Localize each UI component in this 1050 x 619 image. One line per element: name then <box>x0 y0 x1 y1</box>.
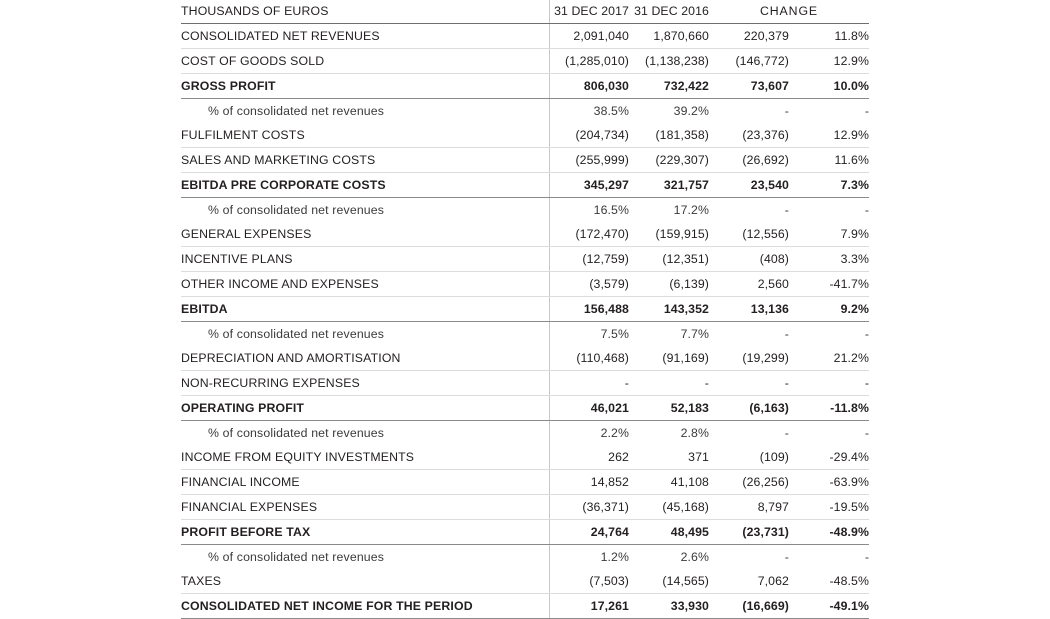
row-value-period-1: (204,734) <box>549 123 629 148</box>
row-change-percent: - <box>789 371 869 396</box>
row-label: CONSOLIDATED NET REVENUES <box>181 24 549 49</box>
row-change-percent: -49.1% <box>789 594 869 619</box>
row-change-absolute: - <box>784 550 789 564</box>
row-value-period-1: 46,021 <box>549 396 629 421</box>
row-value-period-2: (12,351) <box>629 247 709 272</box>
row-change-absolute: (23,731) <box>709 520 789 545</box>
row-value-period-2: 52,183 <box>629 396 709 421</box>
row-change-percent: 7.9% <box>789 222 869 247</box>
row-value-period-1: (1,285,010) <box>549 49 629 74</box>
row-change-percent: -11.8% <box>789 396 869 421</box>
column-header-period-2: 31 DEC 2016 <box>629 0 709 24</box>
row-value-period-1: 262 <box>549 445 629 470</box>
row-value-period-1: 17,261 <box>549 594 629 619</box>
row-change-percent: - <box>864 104 870 118</box>
row-value-period-1: 806,030 <box>549 74 629 99</box>
row-label: % of consolidated net revenues <box>181 322 549 347</box>
row-change-percent: -41.7% <box>789 272 869 297</box>
table-row <box>181 297 869 322</box>
row-change-absolute: (12,556) <box>709 222 789 247</box>
row-value-period-2: 17.2% <box>673 203 709 217</box>
row-change-percent: - <box>864 426 870 440</box>
row-change-absolute: (19,299) <box>709 346 789 371</box>
row-change-absolute: - <box>784 426 789 440</box>
row-change-percent: 7.3% <box>789 173 869 198</box>
row-change-absolute: (146,772) <box>709 49 789 74</box>
row-value-period-2: 7.7% <box>680 327 709 341</box>
row-change-percent: - <box>864 550 870 564</box>
row-value-period-2: (6,139) <box>629 272 709 297</box>
table-row <box>181 49 869 74</box>
row-value-period-1: 345,297 <box>549 173 629 198</box>
table-row <box>181 520 869 545</box>
table-row <box>181 445 869 470</box>
row-value-period-1: (3,579) <box>549 272 629 297</box>
row-change-absolute: 7,062 <box>709 569 789 594</box>
row-label: % of consolidated net revenues <box>181 99 549 124</box>
row-change-percent: -48.5% <box>789 569 869 594</box>
row-value-period-2: 143,352 <box>629 297 709 322</box>
row-change-percent: 21.2% <box>789 346 869 371</box>
table-row <box>181 545 869 570</box>
row-value-period-2: 1,870,660 <box>629 24 709 49</box>
table-row <box>181 173 869 198</box>
row-value-period-1: 7.5% <box>600 327 629 341</box>
row-value-period-2: (45,168) <box>629 495 709 520</box>
table-row <box>181 74 869 99</box>
table-row <box>181 421 869 446</box>
row-value-period-1: (110,468) <box>549 346 629 371</box>
row-label: INCENTIVE PLANS <box>181 247 549 272</box>
row-value-period-2: (91,169) <box>629 346 709 371</box>
row-value-period-1: - <box>549 371 629 396</box>
row-change-percent: -63.9% <box>789 470 869 495</box>
row-value-period-2: 41,108 <box>629 470 709 495</box>
table-header-row <box>181 0 869 24</box>
table-row <box>181 99 869 124</box>
row-label: GENERAL EXPENSES <box>181 222 549 247</box>
table-row <box>181 247 869 272</box>
row-value-period-2: 732,422 <box>629 74 709 99</box>
row-value-period-1: (12,759) <box>549 247 629 272</box>
table-row <box>181 346 869 371</box>
row-change-absolute: (26,692) <box>709 148 789 173</box>
row-change-percent: 10.0% <box>789 74 869 99</box>
table-row <box>181 371 869 396</box>
row-label: % of consolidated net revenues <box>181 421 549 446</box>
row-change-absolute: 2,560 <box>709 272 789 297</box>
row-value-period-1: 14,852 <box>549 470 629 495</box>
row-value-period-2: (1,138,238) <box>629 49 709 74</box>
row-value-period-2: (14,565) <box>629 569 709 594</box>
row-label: NON-RECURRING EXPENSES <box>181 371 549 396</box>
row-change-percent: 11.8% <box>789 24 869 49</box>
table-row <box>181 569 869 594</box>
row-value-period-1: (255,999) <box>549 148 629 173</box>
row-change-percent: 12.9% <box>789 123 869 148</box>
row-value-period-2: 48,495 <box>629 520 709 545</box>
row-change-absolute: (408) <box>709 247 789 272</box>
table-row <box>181 495 869 520</box>
row-change-percent: 11.6% <box>789 148 869 173</box>
table-row <box>181 24 869 49</box>
row-change-absolute: (16,669) <box>709 594 789 619</box>
row-value-period-2: 33,930 <box>629 594 709 619</box>
row-change-percent: - <box>864 203 870 217</box>
row-value-period-1: 156,488 <box>549 297 629 322</box>
row-label: FINANCIAL EXPENSES <box>181 495 549 520</box>
row-change-absolute: (23,376) <box>709 123 789 148</box>
row-change-absolute: - <box>784 203 789 217</box>
row-label: PROFIT BEFORE TAX <box>181 520 549 545</box>
row-change-absolute: 13,136 <box>709 297 789 322</box>
row-change-percent: -29.4% <box>789 445 869 470</box>
row-change-absolute: (6,163) <box>709 396 789 421</box>
row-label: CONSOLIDATED NET INCOME FOR THE PERIOD <box>181 594 549 619</box>
table-row <box>181 594 869 619</box>
row-value-period-2: (181,358) <box>629 123 709 148</box>
row-value-period-2: (159,915) <box>629 222 709 247</box>
row-value-period-1: (172,470) <box>549 222 629 247</box>
row-change-percent: 12.9% <box>789 49 869 74</box>
row-value-period-1: 16.5% <box>593 203 629 217</box>
row-label: % of consolidated net revenues <box>181 198 549 223</box>
row-change-absolute: 220,379 <box>709 24 789 49</box>
row-value-period-2: 39.2% <box>673 104 709 118</box>
row-change-absolute: 73,607 <box>709 74 789 99</box>
row-label: COST OF GOODS SOLD <box>181 49 549 74</box>
table-head <box>181 0 869 24</box>
row-change-absolute: - <box>709 371 789 396</box>
row-value-period-1: 38.5% <box>593 104 629 118</box>
row-change-absolute: (109) <box>709 445 789 470</box>
table-row <box>181 322 869 347</box>
table-row <box>181 222 869 247</box>
row-value-period-2: 2.6% <box>680 550 709 564</box>
table-row <box>181 198 869 223</box>
row-value-period-1: 24,764 <box>549 520 629 545</box>
row-value-period-2: 321,757 <box>629 173 709 198</box>
column-header-label: THOUSANDS OF EUROS <box>181 0 549 24</box>
row-label: OTHER INCOME AND EXPENSES <box>181 272 549 297</box>
row-change-percent: 9.2% <box>789 297 869 322</box>
table-body <box>181 24 869 619</box>
row-change-absolute: - <box>784 104 789 118</box>
row-change-absolute: - <box>784 327 789 341</box>
row-label: FINANCIAL INCOME <box>181 470 549 495</box>
row-label: DEPRECIATION AND AMORTISATION <box>181 346 549 371</box>
row-change-percent: 3.3% <box>789 247 869 272</box>
row-value-period-1: 1.2% <box>600 550 629 564</box>
row-value-period-2: 2.8% <box>680 426 709 440</box>
row-value-period-1: 2,091,040 <box>549 24 629 49</box>
row-label: GROSS PROFIT <box>181 74 549 99</box>
row-value-period-1: 2.2% <box>600 426 629 440</box>
row-change-absolute: 23,540 <box>709 173 789 198</box>
row-change-percent: - <box>864 327 870 341</box>
row-value-period-1: (7,503) <box>549 569 629 594</box>
row-value-period-2: - <box>629 371 709 396</box>
table-row <box>181 470 869 495</box>
table-row <box>181 123 869 148</box>
row-change-absolute: 8,797 <box>709 495 789 520</box>
row-value-period-2: 371 <box>629 445 709 470</box>
row-change-percent: -48.9% <box>789 520 869 545</box>
row-label: FULFILMENT COSTS <box>181 123 549 148</box>
row-label: % of consolidated net revenues <box>181 545 549 570</box>
row-value-period-2: (229,307) <box>629 148 709 173</box>
row-label: SALES AND MARKETING COSTS <box>181 148 549 173</box>
income-statement-table-container <box>181 0 869 619</box>
row-change-percent: -19.5% <box>789 495 869 520</box>
row-label: EBITDA <box>181 297 549 322</box>
row-label: TAXES <box>181 569 549 594</box>
table-row <box>181 272 869 297</box>
row-label: INCOME FROM EQUITY INVESTMENTS <box>181 445 549 470</box>
row-value-period-1: (36,371) <box>549 495 629 520</box>
column-header-period-1: 31 DEC 2017 <box>549 0 629 24</box>
column-header-change: CHANGE <box>709 0 869 24</box>
income-statement-table <box>181 0 869 619</box>
table-row <box>181 148 869 173</box>
row-change-absolute: (26,256) <box>709 470 789 495</box>
row-label: EBITDA PRE CORPORATE COSTS <box>181 173 549 198</box>
table-row <box>181 396 869 421</box>
row-label: OPERATING PROFIT <box>181 396 549 421</box>
